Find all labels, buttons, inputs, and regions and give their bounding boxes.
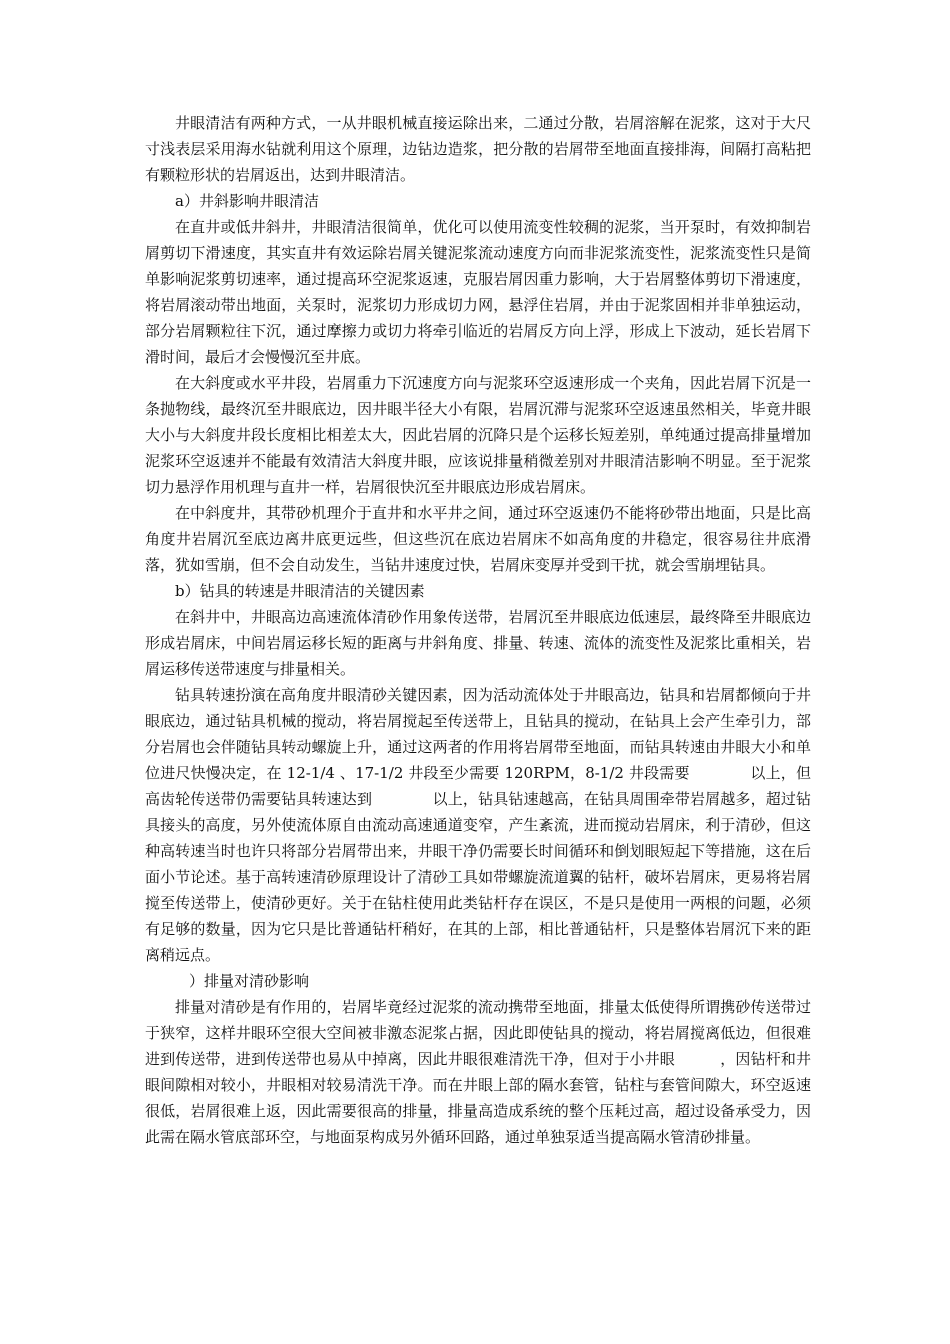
section-heading-a: a）井斜影响井眼清洁: [175, 192, 319, 210]
paragraph-flow-rate: 排量对清砂是有作用的，岩屑毕竟经过泥浆的流动携带至地面，排量太低使得所谓携砂传送带过于狭窄，这样井眼环空很大空间被非激态泥浆占据，因此即使钻具的搅动，将岩屑搅离低边，但很难进到传送带，进到传送带也易从中掉离，因此井眼很难清洗干净，但对于小井眼 ，因钻杆和井眼间隙相对较小，井眼相对较易清洗干净。而在井眼上部的隔水套管，钻柱与套管间隙大，环空返速很低，岩屑很难上返，因此需要很高的排量，排量高造成系统的整个压耗过高，超过设备承受力，因此需在隔水管底部环空，与地面泵构成另外循环回路，通过单独泵适当提高隔水管清砂排量。: [145, 998, 811, 1146]
paragraph-intro: 井眼清洁有两种方式，一从井眼机械直接运除出来，二通过分散，岩屑溶解在泥浆，这对于大尺寸浅表层采用海水钻就利用这个原理，边钻边造浆，把分散的岩屑带至地面直接排海，间隔打高粘把有颗粒形状的岩屑返出，达到井眼清洁。: [145, 114, 811, 184]
paragraph-vertical-well: 在直井或低井斜井，井眼清洁很简单，优化可以使用流变性较稠的泥浆，当开泵时，有效抑制岩屑剪切下滑速度，其实直井有效运除岩屑关键泥浆流动速度方向而非泥浆流变性，泥浆流变性只是简单影响泥浆剪切速率，通过提高环空泥浆返速，克服岩屑因重力影响，大于岩屑整体剪切下滑速度，将岩屑滚动带出地面，关泵时，泥浆切力形成切力网，悬浮住岩屑，并由于泥浆固相并非单独运动，部分岩屑颗粒往下沉，通过摩擦力或切力将牵引临近的岩屑反方向上浮，形成上下波动，延长岩屑下滑时间，最后才会慢慢沉至井底。: [145, 218, 811, 366]
document-page: [145, 110, 811, 1150]
paragraph-high-angle: 在大斜度或水平井段，岩屑重力下沉速度方向与泥浆环空返速形成一个夹角，因此岩屑下沉是一条抛物线，最终沉至井眼底边，因井眼半径大小有限，岩屑沉滞与泥浆环空返速虽然相关，毕竟井眼大小与大斜度井段长度相比相差太大，因此岩屑的沉降只是个运移长短差别，单纯通过提高排量增加泥浆环空返速并不能最有效清洁大斜度井眼，应该说排量稍微差别对井眼清洁影响不明显。至于泥浆切力悬浮作用机理与直井一样，岩屑很快沉至井眼底边形成岩屑床。: [145, 374, 811, 496]
section-heading-c: ）排量对清砂影响: [189, 972, 310, 990]
paragraph-rotation-speed: 钻具转速扮演在高角度井眼清砂关键因素，因为活动流体处于井眼高边，钻具和岩屑都倾向于井眼底边，通过钻具机械的搅动，将岩屑搅起至传送带上，且钻具的搅动，在钻具上会产生牵引力，部分岩屑也会伴随钻具转动螺旋上升，通过这两者的作用将岩屑带至地面，而钻具转速由井眼大小和单位进尺快慢决定，在 12-1/4 、17-1/2 井段至少需要 120RPM，8-1/2 井段需要 以上，但高齿轮传送带仍需要钻具转速达到 以上，钻具钻速越高，在钻具周围牵带岩屑越多，超过钻具接头的高度，另外使流体原自由流动高速通道变窄，产生紊流，进而搅动岩屑床，利于清砂，但这种高转速当时也许只将部分岩屑带出来，井眼干净仍需要长时间循环和倒划眼短起下等措施，这在后面小节论述。基于高转速清砂原理设计了清砂工具如带螺旋流道翼的钻杆，破坏岩屑床，更易将岩屑搅至传送带上，使清砂更好。关于在钻柱使用此类钻杆存在误区，不是只是使用一两根的问题，必须有足够的数量，因为它只是比普通钻杆稍好，在其的上部，相比普通钻杆，只是整体岩屑沉下来的距离稍远点。: [145, 686, 811, 964]
paragraph-inclined-well: 在斜井中，井眼高边高速流体清砂作用象传送带，岩屑沉至井眼底边低速层，最终降至井眼底边形成岩屑床，中间岩屑运移长短的距离与井斜角度、排量、转速、流体的流变性及泥浆比重相关，岩屑运移传送带速度与排量相关。: [145, 608, 811, 678]
section-heading-b: b）钻具的转速是井眼清洁的关键因素: [175, 582, 425, 600]
paragraph-medium-angle: 在中斜度井，其带砂机理介于直井和水平井之间，通过环空返速仍不能将砂带出地面，只是比高角度井岩屑沉至底边离井底更远些，但这些沉在底边岩屑床不如高角度的井稳定，很容易往井底滑落，犹如雪崩，但不会自动发生，当钻井速度过快，岩屑床变厚并受到干扰，就会雪崩埋钻具。: [145, 504, 811, 574]
